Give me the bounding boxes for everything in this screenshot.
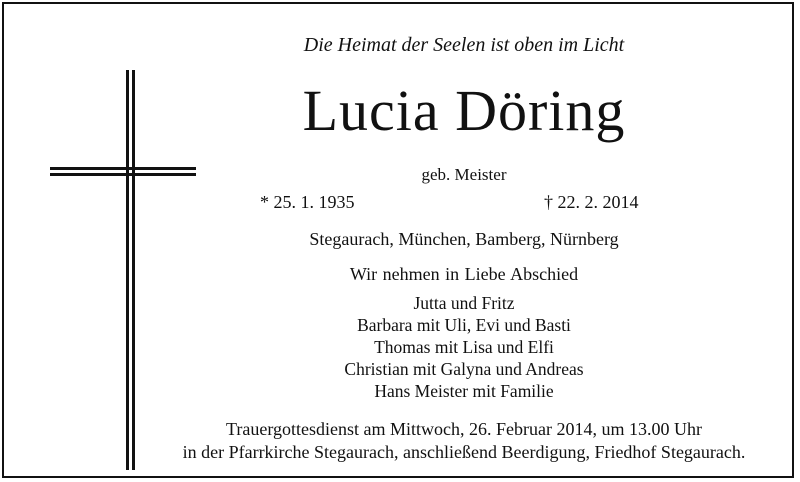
service-info: [84, 418, 800, 464]
mourner-line: Barbara mit Uli, Evi und Basti: [357, 315, 571, 335]
mourners-list: [154, 292, 774, 402]
maiden-name: geb. Meister: [421, 165, 507, 184]
birth-date: * 25. 1. 1935: [260, 192, 355, 212]
service-line-2: in der Pfarrkirche Stegaurach, anschließend Beerdigung, Friedhof Stegaurach.: [182, 442, 746, 462]
mourner-line: Jutta und Fritz: [413, 293, 515, 313]
places: Stegaurach, München, Bamberg, Nürnberg: [309, 229, 619, 249]
mourner-line: Thomas mit Lisa und Elfi: [374, 337, 554, 357]
mourner-line: Hans Meister mit Familie: [374, 381, 554, 401]
death-date: † 22. 2. 2014: [544, 192, 639, 212]
farewell-line: Wir nehmen in Liebe Abschied: [349, 264, 579, 284]
service-line-1: Trauergottesdienst am Mittwoch, 26. Februar 2014, um 13.00 Uhr: [226, 419, 702, 439]
mourner-line: Christian mit Galyna und Andreas: [344, 359, 584, 379]
motto: Die Heimat der Seelen ist oben im Licht: [303, 34, 625, 56]
obituary-notice: [2, 2, 794, 478]
deceased-name: Lucia Döring: [302, 78, 626, 143]
